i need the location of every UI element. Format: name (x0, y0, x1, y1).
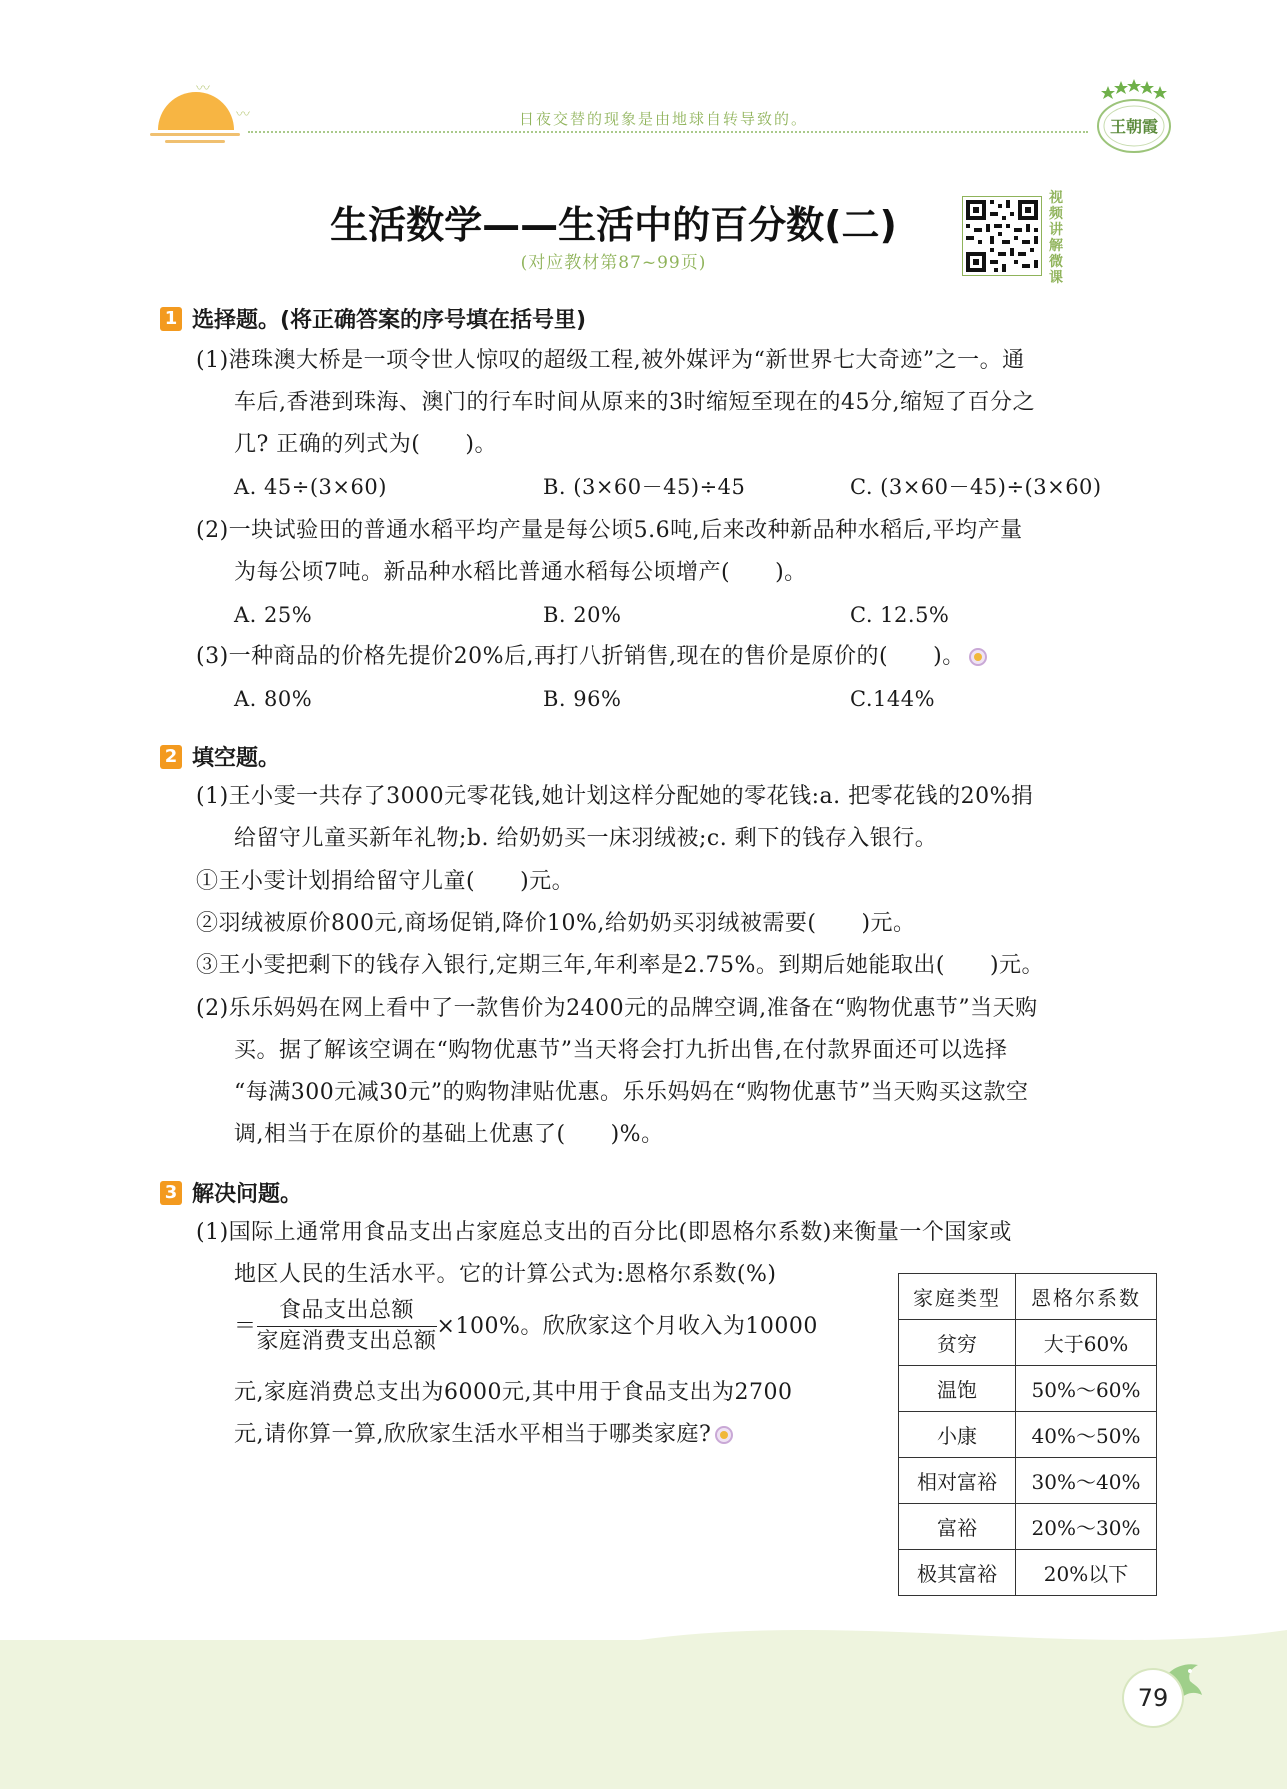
table-row (899, 1504, 1157, 1550)
question-text: 给留守儿童买新年礼物;b. 给奶奶买一床羽绒被;c. 剩下的钱存入银行。 (234, 826, 938, 851)
table-cell: 温饱 (899, 1366, 1016, 1412)
question-1-1 (196, 340, 1161, 382)
question-text: (1)港珠澳大桥是一项令世人惊叹的超级工程,被外媒评为“新世界七大奇迹”之一。通 (196, 348, 1025, 373)
question-text: (1)王小雯一共存了3000元零花钱,她计划这样分配她的零花钱:a. 把零花钱的20%捐 (196, 784, 1034, 809)
qr-label: 视频讲解微课 (1049, 190, 1063, 286)
header-slogan: 日夜交替的现象是由地球自转导致的。 (518, 110, 808, 128)
question-text: (2)乐乐妈妈在网上看中了一款售价为2400元的品牌空调,准备在“购物优惠节”当天购 (196, 996, 1038, 1021)
section-2-heading (160, 741, 280, 772)
table-row (899, 1366, 1157, 1412)
formula-tail: ×100%。欣欣家这个月收入为10000 (436, 1313, 818, 1339)
question-text: 买。据了解该空调在“购物优惠节”当天将会打九折出售,在付款界面还可以选择 (234, 1038, 1008, 1063)
hint-bulb-icon[interactable] (969, 648, 987, 666)
question-text: 元,家庭消费总支出为6000元,其中用于食品支出为2700 (234, 1380, 793, 1405)
divider (150, 133, 240, 136)
table-cell: 富裕 (899, 1504, 1016, 1550)
option-b[interactable]: B. (3×60－45)÷45 (543, 475, 746, 499)
fraction-denominator: 家庭消费支出总额 (256, 1329, 437, 1354)
question-text: 几? 正确的列式为( )。 (234, 432, 497, 457)
section-title: 选择题。(将正确答案的序号填在括号里) (192, 308, 587, 333)
divider (165, 140, 225, 143)
option-a[interactable]: A. 45÷(3×60) (234, 475, 387, 499)
table-cell: 20%以下 (1016, 1550, 1157, 1596)
sub-question: ②羽绒被原价800元,商场促销,降价10%,给奶奶买羽绒被需要( )元。 (196, 911, 916, 936)
option-c[interactable]: C. 12.5% (850, 603, 950, 627)
option-b[interactable]: B. 96% (543, 687, 622, 711)
section-3-heading (160, 1177, 302, 1208)
qr-code-icon[interactable] (962, 196, 1042, 276)
option-c[interactable]: C.144% (850, 687, 936, 711)
bird-icon: 〰 (196, 81, 210, 97)
table-cell: 小康 (899, 1412, 1016, 1458)
table-header: 恩格尔系数 (1016, 1274, 1157, 1320)
brand-logo (1088, 78, 1178, 156)
fraction (257, 1296, 437, 1357)
section-number: 3 (160, 1181, 182, 1205)
bird-icon: 〰 (236, 107, 250, 123)
question-text: 车后,香港到珠海、澳门的行车时间从原来的3时缩短至现在的45分,缩短了百分之 (234, 390, 1035, 415)
question-1-3-last-line (234, 1414, 733, 1456)
question-text: 地区人民的生活水平。它的计算公式为:恩格尔系数(%) (234, 1262, 777, 1287)
table-row (899, 1550, 1157, 1596)
question-text: 调,相当于在原价的基础上优惠了( )%。 (234, 1122, 664, 1147)
table-cell: 相对富裕 (899, 1458, 1016, 1504)
sub-question: ③王小雯把剩下的钱存入银行,定期三年,年利率是2.75%。到期后她能取出( )元。 (196, 953, 1045, 978)
question-text: (1)国际上通常用食品支出占家庭总支出的百分比(即恩格尔系数)来衡量一个国家或 (196, 1220, 1012, 1245)
question-text: 为每公顷7吨。新品种水稻比普通水稻每公顷增产( )。 (234, 560, 807, 585)
header-divider (248, 131, 1088, 133)
hint-bulb-icon[interactable] (715, 1426, 733, 1444)
section-1-heading (160, 303, 586, 334)
table-row (899, 1458, 1157, 1504)
page-subtitle: (对应教材第87~99页) (520, 253, 707, 273)
table-cell: 极其富裕 (899, 1550, 1016, 1596)
question-1-3 (196, 636, 1161, 678)
table-row (899, 1412, 1157, 1458)
question-text: 元,请你算一算,欣欣家生活水平相当于哪类家庭? (234, 1422, 712, 1447)
question-text: “每满300元减30元”的购物津贴优惠。乐乐妈妈在“购物优惠节”当天购买这款空 (234, 1080, 1029, 1105)
table-header-row (899, 1274, 1157, 1320)
page-title: 生活数学——生活中的百分数(二) (330, 203, 897, 247)
table-cell: 20%～30% (1016, 1504, 1157, 1550)
equals-sign: ＝ (234, 1313, 257, 1339)
footer-band (0, 1640, 1287, 1789)
option-b[interactable]: B. 20% (543, 603, 622, 627)
engel-coefficient-table (898, 1273, 1157, 1596)
question-text: (3)一种商品的价格先提价20%后,再打八折销售,现在的售价是原价的( )。 (196, 644, 965, 669)
logo-text: 王朝霞 (1109, 117, 1159, 136)
formula (234, 1296, 818, 1357)
sub-question: ①王小雯计划捐给留守儿童( )元。 (196, 869, 575, 894)
section-title: 解决问题。 (192, 1182, 303, 1207)
option-c[interactable]: C. (3×60－45)÷(3×60) (850, 475, 1102, 499)
section-number: 2 (160, 745, 182, 769)
option-a[interactable]: A. 80% (234, 687, 313, 711)
table-cell: 30%～40% (1016, 1458, 1157, 1504)
question-text: (2)一块试验田的普通水稻平均产量是每公顷5.6吨,后来改种新品种水稻后,平均产量 (196, 518, 1023, 543)
page-number: 79 (1122, 1668, 1184, 1728)
table-cell: 50%～60% (1016, 1366, 1157, 1412)
section-title: 填空题。 (192, 746, 281, 771)
table-row (899, 1320, 1157, 1366)
table-header: 家庭类型 (899, 1274, 1016, 1320)
table-cell: 40%～50% (1016, 1412, 1157, 1458)
section-number: 1 (160, 307, 182, 331)
fraction-numerator: 食品支出总额 (257, 1296, 437, 1327)
table-cell: 贫穷 (899, 1320, 1016, 1366)
table-cell: 大于60% (1016, 1320, 1157, 1366)
option-a[interactable]: A. 25% (234, 603, 313, 627)
